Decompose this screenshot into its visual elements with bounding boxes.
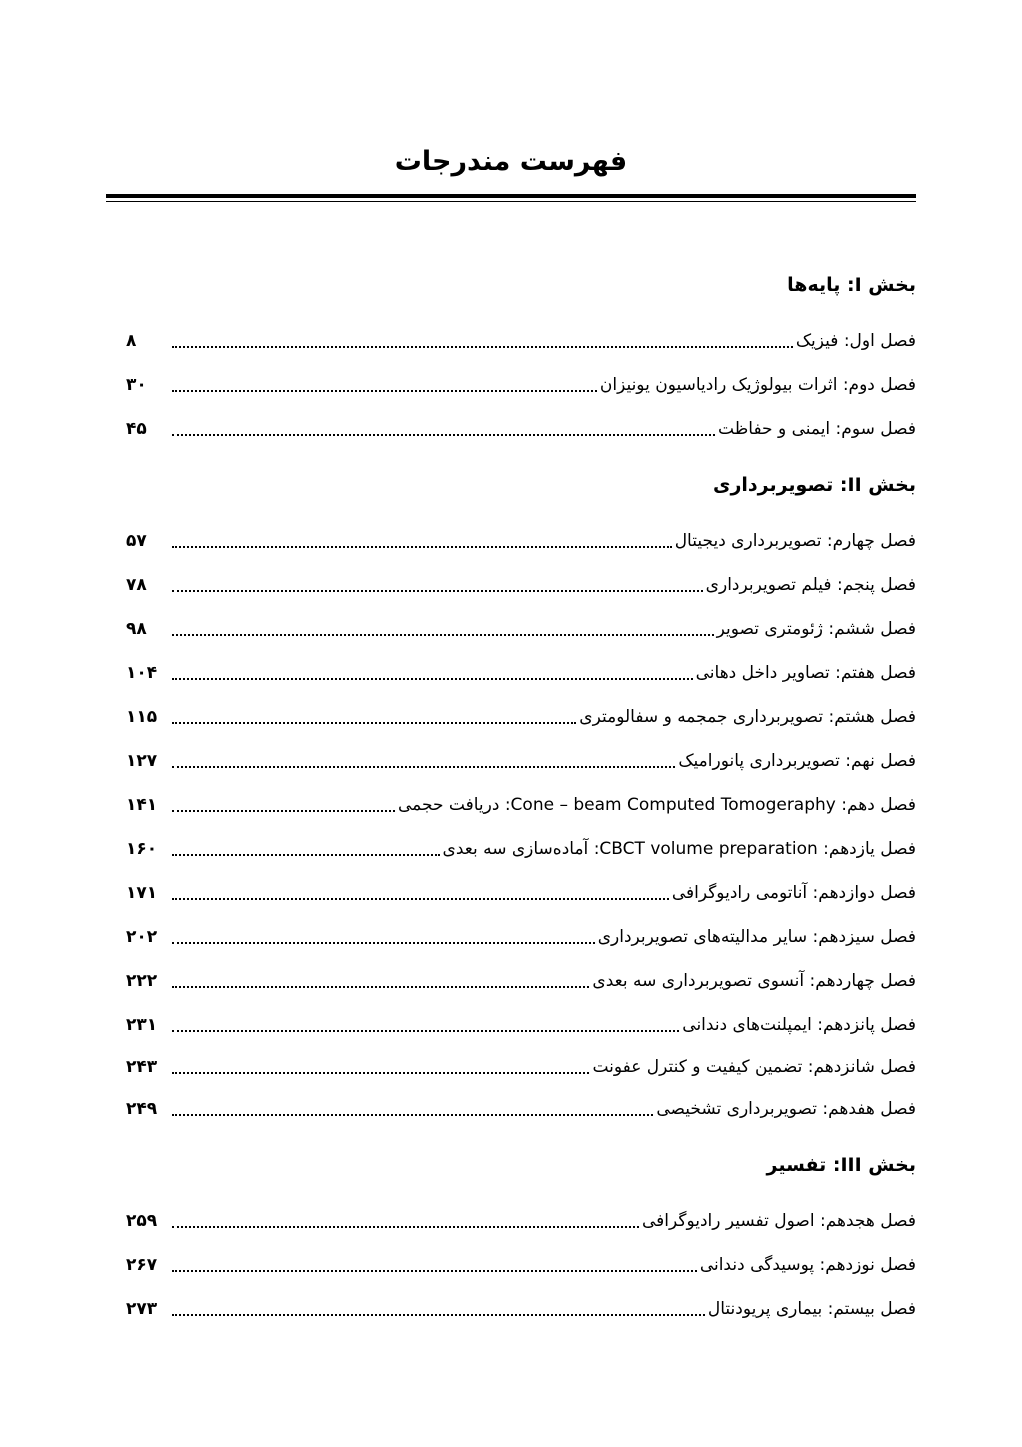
- toc-entry[interactable]: [126, 614, 916, 644]
- entry-page: ۲۴۹: [126, 1099, 158, 1119]
- dot-leader: [172, 765, 675, 768]
- entry-label: فصل نوزدهم: پوسیدگی دندانی: [699, 1255, 916, 1275]
- toc-entry[interactable]: [126, 966, 916, 996]
- toc-entry[interactable]: [126, 1052, 916, 1082]
- entry-label: فصل دهم: Cone – beam Computed Tomogeraphy: دریافت حجمی: [398, 795, 916, 815]
- toc-entry[interactable]: [126, 1250, 916, 1280]
- dot-leader: [172, 1029, 679, 1032]
- dot-leader: [172, 1225, 639, 1228]
- dot-leader: [172, 1113, 653, 1116]
- entry-label: فصل هفدهم: تصویربرداری تشخیصی: [656, 1099, 916, 1119]
- entry-label: فصل ششم: ژئومتری تصویر: [716, 619, 916, 639]
- toc-entry[interactable]: [126, 790, 916, 820]
- dot-leader: [172, 433, 715, 436]
- entry-label: فصل یازدهم: CBCT volume preparation: آماده‌سازی سه بعدی: [442, 839, 916, 859]
- entry-label: فصل سوم: ایمنی و حفاظت: [718, 419, 916, 439]
- toc-entry[interactable]: [126, 658, 916, 688]
- toc-entry[interactable]: [126, 1294, 916, 1324]
- dot-leader: [172, 1071, 589, 1074]
- dot-leader: [172, 389, 597, 392]
- entry-page: ۱۶۰: [126, 839, 158, 859]
- dot-leader: [172, 677, 693, 680]
- entry-page: ۱۰۴: [126, 663, 158, 683]
- entry-page: ۲۴۳: [126, 1057, 158, 1077]
- entry-label: فصل چهاردهم: آنسوی تصویربرداری سه بعدی: [592, 971, 916, 991]
- toc-entry[interactable]: [126, 326, 916, 356]
- dot-leader: [172, 985, 589, 988]
- section-heading: بخش II: تصویربرداری: [713, 474, 916, 496]
- toc-entry[interactable]: [126, 878, 916, 908]
- dot-leader: [172, 809, 395, 812]
- entry-page: ۴۵: [126, 419, 147, 439]
- entry-page: ۱۴۱: [126, 795, 158, 815]
- entry-page: ۲۰۲: [126, 927, 158, 947]
- entry-label: فصل هفتم: تصاویر داخل دهانی: [695, 663, 916, 683]
- toc-entry[interactable]: [126, 526, 916, 556]
- entry-label: فصل دوم: اثرات بیولوژیک رادیاسیون یونیزان: [599, 375, 916, 395]
- toc-entry[interactable]: [126, 1010, 916, 1040]
- dot-leader: [172, 633, 714, 636]
- entry-page: ۲۲۲: [126, 971, 158, 991]
- entry-page: ۸: [126, 331, 137, 351]
- dot-leader: [172, 941, 595, 944]
- entry-page: ۷۸: [126, 575, 147, 595]
- dot-leader: [172, 1313, 705, 1316]
- entry-page: ۱۷۱: [126, 883, 158, 903]
- entry-label: فصل پانزدهم: ایمپلنت‌های دندانی: [682, 1015, 916, 1035]
- entry-label: فصل پنجم: فیلم تصویربرداری: [705, 575, 916, 595]
- entry-page: ۲۷۳: [126, 1299, 158, 1319]
- toc-entry[interactable]: [126, 922, 916, 952]
- entry-label: فصل چهارم: تصویربرداری دیجیتال: [674, 531, 916, 551]
- entry-page: ۱۱۵: [126, 707, 158, 727]
- entry-page: ۲۶۷: [126, 1255, 158, 1275]
- dot-leader: [172, 721, 576, 724]
- entry-page: ۲۵۹: [126, 1211, 158, 1231]
- toc-entry[interactable]: [126, 746, 916, 776]
- dot-leader: [172, 545, 672, 548]
- toc-entry[interactable]: [126, 370, 916, 400]
- entry-page: ۲۳۱: [126, 1015, 158, 1035]
- entry-label: فصل بیستم: بیماری پریودنتال: [707, 1299, 916, 1319]
- dot-leader: [172, 345, 793, 348]
- entry-label: فصل دوازدهم: آناتومی رادیوگرافی: [671, 883, 916, 903]
- toc-entry[interactable]: [126, 1206, 916, 1236]
- dot-leader: [172, 1269, 697, 1272]
- title-rule-thin: [106, 201, 916, 202]
- entry-label: فصل شانزدهم: تضمین کیفیت و کنترل عفونت: [592, 1057, 916, 1077]
- toc-entry[interactable]: [126, 702, 916, 732]
- page-title: فهرست مندرجات: [394, 146, 628, 177]
- dot-leader: [172, 589, 703, 592]
- section-heading: بخش I: پایه‌ها: [787, 274, 916, 296]
- entry-label: فصل نهم: تصویربرداری پانورامیک: [678, 751, 916, 771]
- entry-label: فصل اول: فیزیک: [795, 331, 916, 351]
- section-heading: بخش III: تفسیر: [766, 1154, 916, 1176]
- entry-page: ۱۲۷: [126, 751, 158, 771]
- entry-label: فصل هشتم: تصویربرداری جمجمه و سفالومتری: [579, 707, 916, 727]
- toc-entry[interactable]: [126, 834, 916, 864]
- toc-entry[interactable]: [126, 1094, 916, 1124]
- entry-label: فصل سیزدهم: سایر مدالیته‌های تصویربرداری: [597, 927, 916, 947]
- toc-entry[interactable]: [126, 570, 916, 600]
- entry-label: فصل هجدهم: اصول تفسیر رادیوگرافی: [641, 1211, 916, 1231]
- entry-page: ۹۸: [126, 619, 147, 639]
- entry-page: ۵۷: [126, 531, 147, 551]
- toc-entry[interactable]: [126, 414, 916, 444]
- title-rule-thick: [106, 194, 916, 198]
- entry-page: ۳۰: [126, 375, 147, 395]
- dot-leader: [172, 897, 669, 900]
- dot-leader: [172, 853, 440, 856]
